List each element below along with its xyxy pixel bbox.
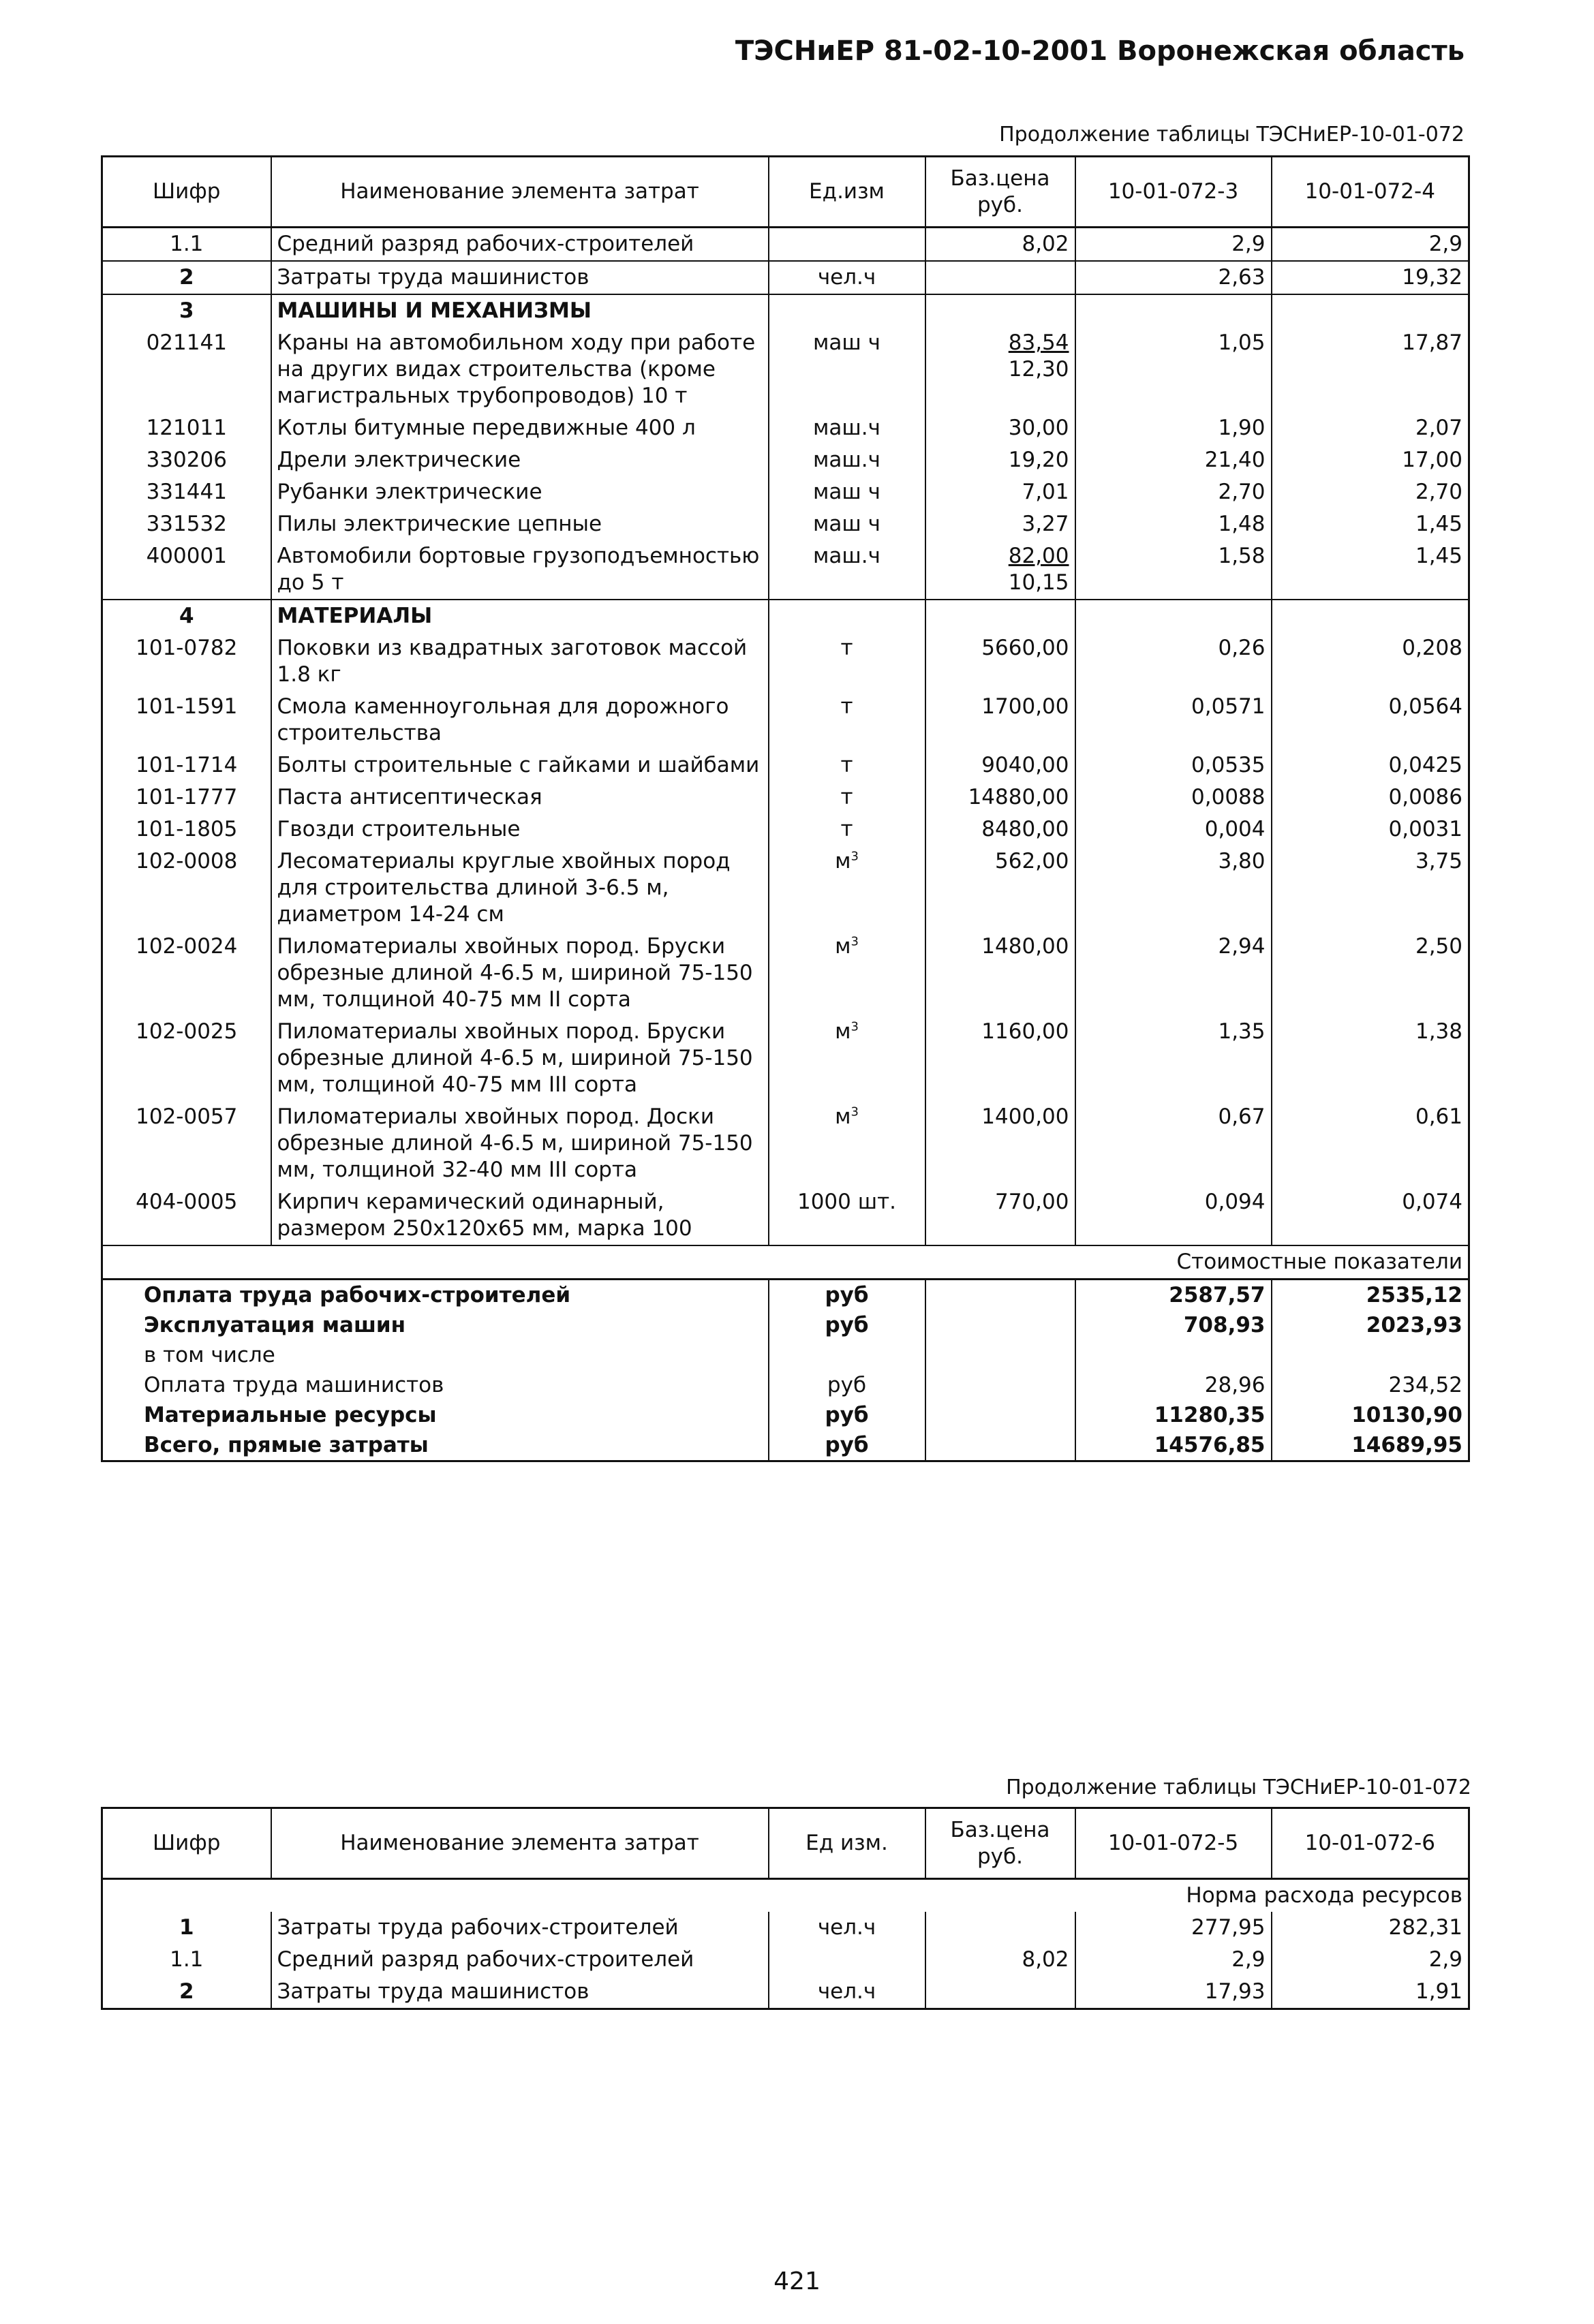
row-value-2: 0,0425 — [1272, 749, 1469, 781]
row-value-2: 2,50 — [1272, 931, 1469, 1016]
summary-price-empty — [925, 1400, 1075, 1430]
row-unit — [769, 749, 925, 781]
row-value-2: 17,00 — [1272, 444, 1469, 476]
row-price: 8,02 — [1022, 1947, 1069, 1972]
row-price: 19,20 — [1008, 448, 1069, 472]
row-unit — [769, 1016, 925, 1101]
row-price: 1480,00 — [981, 934, 1069, 959]
summary-price-empty — [925, 1340, 1075, 1370]
row-name: МАШИНЫ И МЕХАНИЗМЫ — [271, 294, 769, 327]
summary-label: Материальные ресурсы — [144, 1403, 437, 1427]
summary-price-empty — [925, 1370, 1075, 1400]
row-value-2: 2,9 — [1272, 228, 1469, 262]
row-value-2: 0,208 — [1272, 632, 1469, 691]
table-row — [102, 1186, 1469, 1245]
row-unit-text: маш ч — [813, 480, 880, 504]
row-unit-text: м — [835, 1104, 851, 1129]
cost-header: Стоимостные показатели — [1075, 1245, 1469, 1280]
row-unit — [769, 1912, 925, 1944]
row-price: 3,27 — [1022, 512, 1069, 536]
row-value-2: 0,61 — [1272, 1101, 1469, 1186]
table2-continuation-caption: Продолжение таблицы ТЭСНиЕР-10-01-072 — [1006, 1776, 1471, 1799]
row-price: 5660,00 — [981, 636, 1069, 660]
row-name: Средний разряд рабочих-строителей — [271, 228, 769, 262]
row-value-1 — [1075, 600, 1272, 632]
row-base-price — [925, 1944, 1075, 1976]
table-row — [102, 1912, 1469, 1944]
row-unit-text: т — [840, 817, 853, 841]
row-unit — [769, 444, 925, 476]
row-unit-text: маш ч — [813, 512, 880, 536]
row-price: 1700,00 — [981, 694, 1069, 719]
row-unit-text: 1000 шт. — [797, 1190, 897, 1214]
row-value-1: 0,0571 — [1075, 691, 1272, 749]
row-price: 1400,00 — [981, 1104, 1069, 1129]
summary-value-2: 10130,90 — [1272, 1400, 1469, 1430]
row-code: 331441 — [146, 480, 227, 504]
row-value-2: 1,91 — [1272, 1976, 1469, 2009]
row-value-1: 0,004 — [1075, 814, 1272, 846]
table-row — [102, 1101, 1469, 1186]
row-name: Краны на автомобильном ходу при работе на других видах строительства (кроме магистральных трубопроводов) 10 т — [271, 327, 769, 412]
row-base-price — [925, 1016, 1075, 1101]
summary-unit: руб — [769, 1430, 925, 1461]
row-unit-text: т — [840, 753, 853, 777]
table-row — [102, 1976, 1469, 2009]
summary-label: Оплата труда машинистов — [144, 1373, 444, 1397]
row-base-price — [925, 846, 1075, 931]
row-value-2: 0,0564 — [1272, 691, 1469, 749]
row-price: 562,00 — [995, 849, 1069, 873]
row-unit — [769, 228, 925, 262]
row-name: Поковки из квадратных заготовок массой 1.8 кг — [271, 632, 769, 691]
row-unit — [769, 600, 925, 632]
table-row — [102, 632, 1469, 691]
row-base-price — [925, 931, 1075, 1016]
table-row — [102, 931, 1469, 1016]
row-name: Смола каменноугольная для дорожного строительства — [271, 691, 769, 749]
row-price: 8480,00 — [981, 817, 1069, 841]
row-unit — [769, 846, 925, 931]
row-base-price — [925, 600, 1075, 632]
row-unit — [769, 931, 925, 1016]
row-value-1: 0,0088 — [1075, 781, 1272, 814]
row-base-price — [925, 1912, 1075, 1944]
summary-label: Оплата труда рабочих-строителей — [144, 1283, 571, 1307]
row-unit — [769, 476, 925, 508]
cost-header-spacer — [102, 1245, 1075, 1280]
row-unit — [769, 814, 925, 846]
row-value-2: 2,70 — [1272, 476, 1469, 508]
row-base-price — [925, 476, 1075, 508]
col-header-name: Наименование элемента затрат — [271, 157, 769, 228]
summary-unit: руб — [769, 1280, 925, 1311]
row-unit-text: т — [840, 694, 853, 719]
row-value-2: 0,0086 — [1272, 781, 1469, 814]
row-code: 2 — [102, 261, 271, 294]
row-name: Автомобили бортовые грузоподъемностью до 5 т — [271, 540, 769, 600]
row-code: 330206 — [146, 448, 227, 472]
summary-value-1: 2587,57 — [1075, 1280, 1272, 1311]
row-unit — [769, 540, 925, 600]
row-price-secondary: 10,15 — [1008, 570, 1069, 595]
row-value-1: 2,70 — [1075, 476, 1272, 508]
row-value-2: 2,07 — [1272, 412, 1469, 444]
summary-price-empty — [925, 1310, 1075, 1340]
row-code: 101-1714 — [136, 753, 238, 777]
row-code: 102-0008 — [136, 849, 238, 873]
row-value-1: 1,48 — [1075, 508, 1272, 540]
row-value-1: 21,40 — [1075, 444, 1272, 476]
norm-header: Норма расхода ресурсов — [1075, 1879, 1469, 1912]
row-name: Рубанки электрические — [271, 476, 769, 508]
row-price: 14880,00 — [968, 785, 1069, 809]
norm-header-spacer — [102, 1879, 1075, 1912]
row-unit-text: чел.ч — [817, 265, 876, 290]
row-code: 101-1805 — [136, 817, 238, 841]
row-base-price — [925, 508, 1075, 540]
row-value-2: 0,074 — [1272, 1186, 1469, 1245]
row-name: Кирпич керамический одинарный, размером 250х120х65 мм, марка 100 — [271, 1186, 769, 1245]
row-price: 7,01 — [1022, 480, 1069, 504]
row-value-1: 2,94 — [1075, 931, 1272, 1016]
row-unit-text: т — [840, 785, 853, 809]
row-code: 101-1591 — [136, 694, 238, 719]
summary-value-2 — [1272, 1340, 1469, 1370]
summary-price-empty — [925, 1430, 1075, 1461]
row-unit-text: м — [835, 849, 851, 873]
summary-row — [102, 1430, 1469, 1461]
row-value-2: 0,0031 — [1272, 814, 1469, 846]
table-row — [102, 228, 1469, 262]
row-name: Гвозди строительные — [271, 814, 769, 846]
table2-body — [102, 1879, 1469, 2009]
summary-row — [102, 1310, 1469, 1340]
summary-value-1 — [1075, 1340, 1272, 1370]
row-base-price — [925, 412, 1075, 444]
row-unit — [769, 632, 925, 691]
table-row — [102, 1016, 1469, 1101]
row-unit — [769, 327, 925, 412]
row-code: 1.1 — [102, 228, 271, 262]
row-value-1: 17,93 — [1075, 1976, 1272, 2009]
col-header-rate-5: 10-01-072-5 — [1075, 1808, 1272, 1879]
row-base-price — [925, 228, 1075, 262]
row-value-1: 0,26 — [1075, 632, 1272, 691]
row-price: 83,54 — [1008, 330, 1069, 355]
row-value-2: 1,45 — [1272, 540, 1469, 600]
summary-label: в том числе — [144, 1343, 275, 1367]
row-unit — [769, 261, 925, 294]
summary-unit: руб — [769, 1370, 925, 1400]
table-row — [102, 540, 1469, 600]
row-value-1: 1,05 — [1075, 327, 1272, 412]
table-row — [102, 781, 1469, 814]
row-value-1: 1,35 — [1075, 1016, 1272, 1101]
summary-row — [102, 1370, 1469, 1400]
summary-unit: руб — [769, 1400, 925, 1430]
row-value-1: 0,67 — [1075, 1101, 1272, 1186]
table-row — [102, 846, 1469, 931]
row-value-2: 1,45 — [1272, 508, 1469, 540]
col-header-rate-3: 10-01-072-3 — [1075, 157, 1272, 228]
row-unit-text: маш.ч — [813, 544, 880, 568]
row-unit — [769, 1186, 925, 1245]
row-name: Затраты труда машинистов — [271, 1976, 769, 2009]
row-name: Лесоматериалы круглые хвойных пород для строительства длиной 3-6.5 м, диаметром 14-24 см — [271, 846, 769, 931]
col-header-rate-6: 10-01-072-6 — [1272, 1808, 1469, 1879]
summary-value-2: 234,52 — [1272, 1370, 1469, 1400]
table1-body — [102, 228, 1469, 1246]
row-code: 121011 — [146, 416, 227, 440]
row-code: 102-0025 — [136, 1019, 238, 1044]
row-name: Средний разряд рабочих-строителей — [271, 1944, 769, 1976]
table-row — [102, 691, 1469, 749]
row-value-1: 0,0535 — [1075, 749, 1272, 781]
row-code: 400001 — [146, 544, 227, 568]
row-base-price — [925, 1101, 1075, 1186]
row-price: 30,00 — [1008, 416, 1069, 440]
row-unit-text: чел.ч — [817, 1979, 876, 2004]
table-row — [102, 412, 1469, 444]
row-value-1 — [1075, 294, 1272, 327]
row-unit-text: маш ч — [813, 330, 880, 355]
col-header-name: Наименование элемента затрат — [271, 1808, 769, 1879]
row-base-price — [925, 444, 1075, 476]
row-value-2 — [1272, 294, 1469, 327]
row-price: 9040,00 — [981, 753, 1069, 777]
table-row — [102, 327, 1469, 412]
row-base-price — [925, 261, 1075, 294]
row-unit-exponent: 3 — [850, 849, 859, 864]
row-name: Затраты труда рабочих-строителей — [271, 1912, 769, 1944]
summary-row — [102, 1280, 1469, 1311]
table-row — [102, 508, 1469, 540]
summary-unit: руб — [769, 1310, 925, 1340]
summary-row — [102, 1400, 1469, 1430]
row-value-2 — [1272, 600, 1469, 632]
summary-value-1: 708,93 — [1075, 1310, 1272, 1340]
row-code: 021141 — [146, 330, 227, 355]
row-unit-text: маш.ч — [813, 448, 880, 472]
row-code: 102-0057 — [136, 1104, 238, 1129]
summary-value-1: 14576,85 — [1075, 1430, 1272, 1461]
row-value-1: 1,58 — [1075, 540, 1272, 600]
row-base-price — [925, 749, 1075, 781]
summary-value-1: 11280,35 — [1075, 1400, 1272, 1430]
row-unit-text: м — [835, 934, 851, 959]
row-value-2: 19,32 — [1272, 261, 1469, 294]
table1-summary — [102, 1245, 1469, 1461]
row-unit-exponent: 3 — [850, 934, 859, 949]
summary-row — [102, 1340, 1469, 1370]
col-header-rate-4: 10-01-072-4 — [1272, 157, 1469, 228]
row-base-price — [925, 327, 1075, 412]
cost-header-row — [102, 1245, 1469, 1280]
row-unit-text: маш.ч — [813, 416, 880, 440]
row-unit — [769, 1101, 925, 1186]
summary-value-1: 28,96 — [1075, 1370, 1272, 1400]
row-name: Затраты труда машинистов — [271, 261, 769, 294]
row-unit — [769, 1944, 925, 1976]
row-unit-exponent: 3 — [850, 1019, 859, 1034]
norm-header-row — [102, 1879, 1469, 1912]
page-number: 421 — [773, 2267, 821, 2295]
row-value-1: 2,9 — [1075, 1944, 1272, 1976]
row-name: Пилы электрические цепные — [271, 508, 769, 540]
summary-value-2: 2535,12 — [1272, 1280, 1469, 1311]
table1-continuation-caption: Продолжение таблицы ТЭСНиЕР-10-01-072 — [999, 123, 1465, 146]
row-unit — [769, 1976, 925, 2009]
row-value-2: 2,9 — [1272, 1944, 1469, 1976]
table-row — [102, 749, 1469, 781]
table-row — [102, 600, 1469, 632]
row-unit-text: чел.ч — [817, 1915, 876, 1940]
row-code: 1 — [179, 1915, 194, 1940]
row-value-1: 2,9 — [1075, 228, 1272, 262]
row-unit — [769, 781, 925, 814]
row-unit — [769, 508, 925, 540]
row-value-1: 3,80 — [1075, 846, 1272, 931]
resource-table-2 — [101, 1807, 1470, 2010]
summary-label: Всего, прямые затраты — [144, 1433, 429, 1457]
row-value-2: 1,38 — [1272, 1016, 1469, 1101]
summary-price-empty — [925, 1280, 1075, 1311]
row-value-2: 282,31 — [1272, 1912, 1469, 1944]
col-header-unit: Ед изм. — [769, 1808, 925, 1879]
col-header-base-price: Баз.цена руб. — [925, 1808, 1075, 1879]
summary-label: Эксплуатация машин — [144, 1313, 406, 1337]
row-name: Пиломатериалы хвойных пород. Бруски обрезные длиной 4-6.5 м, шириной 75-150 мм, толщиной 40-75 мм III сорта — [271, 1016, 769, 1101]
row-base-price — [925, 294, 1075, 327]
row-value-1: 0,094 — [1075, 1186, 1272, 1245]
row-price-secondary: 12,30 — [1008, 357, 1069, 382]
row-name: Болты строительные с гайками и шайбами — [271, 749, 769, 781]
row-unit — [769, 412, 925, 444]
table-row — [102, 294, 1469, 327]
row-name: Паста антисептическая — [271, 781, 769, 814]
document-header: ТЭСНиЕР 81-02-10-2001 Воронежская область — [735, 35, 1465, 67]
row-base-price — [925, 781, 1075, 814]
row-name: Дрели электрические — [271, 444, 769, 476]
row-base-price — [925, 632, 1075, 691]
row-code: 331532 — [146, 512, 227, 536]
row-base-price — [925, 540, 1075, 600]
row-name: Пиломатериалы хвойных пород. Доски обрезные длиной 4-6.5 м, шириной 75-150 мм, толщиной 32-40 мм III сорта — [271, 1101, 769, 1186]
row-code: 4 — [102, 600, 271, 632]
row-value-2: 17,87 — [1272, 327, 1469, 412]
row-code: 404-0005 — [136, 1190, 238, 1214]
row-unit-text: т — [840, 636, 853, 660]
row-code: 101-0782 — [136, 636, 238, 660]
row-name: Пиломатериалы хвойных пород. Бруски обрезные длиной 4-6.5 м, шириной 75-150 мм, толщиной 40-75 мм II сорта — [271, 931, 769, 1016]
row-base-price — [925, 1186, 1075, 1245]
table-row — [102, 1944, 1469, 1976]
row-price: 1160,00 — [981, 1019, 1069, 1044]
summary-value-2: 14689,95 — [1272, 1430, 1469, 1461]
row-code: 101-1777 — [136, 785, 238, 809]
row-code: 102-0024 — [136, 934, 238, 959]
row-base-price — [925, 814, 1075, 846]
col-header-base-price: Баз.цена руб. — [925, 157, 1075, 228]
row-price: 8,02 — [1022, 232, 1069, 256]
row-value-2: 3,75 — [1272, 846, 1469, 931]
resource-table-1 — [101, 155, 1470, 1462]
row-value-1: 277,95 — [1075, 1912, 1272, 1944]
row-unit-text: м — [835, 1019, 851, 1044]
table-row — [102, 814, 1469, 846]
row-unit — [769, 294, 925, 327]
row-base-price — [925, 1976, 1075, 2009]
table-row — [102, 261, 1469, 294]
row-code: 3 — [102, 294, 271, 327]
row-name: МАТЕРИАЛЫ — [271, 600, 769, 632]
row-unit — [769, 691, 925, 749]
col-header-code: Шифр — [102, 1808, 271, 1879]
row-base-price — [925, 691, 1075, 749]
row-value-1: 2,63 — [1075, 261, 1272, 294]
row-name: Котлы битумные передвижные 400 л — [271, 412, 769, 444]
table-row — [102, 476, 1469, 508]
summary-unit — [769, 1340, 925, 1370]
row-unit-exponent: 3 — [850, 1104, 859, 1119]
table-row — [102, 444, 1469, 476]
row-value-1: 1,90 — [1075, 412, 1272, 444]
row-code: 1.1 — [170, 1947, 204, 1972]
row-price: 82,00 — [1008, 544, 1069, 568]
col-header-code: Шифр — [102, 157, 271, 228]
row-price: 770,00 — [995, 1190, 1069, 1214]
col-header-unit: Ед.изм — [769, 157, 925, 228]
summary-value-2: 2023,93 — [1272, 1310, 1469, 1340]
row-code: 2 — [179, 1979, 194, 2004]
